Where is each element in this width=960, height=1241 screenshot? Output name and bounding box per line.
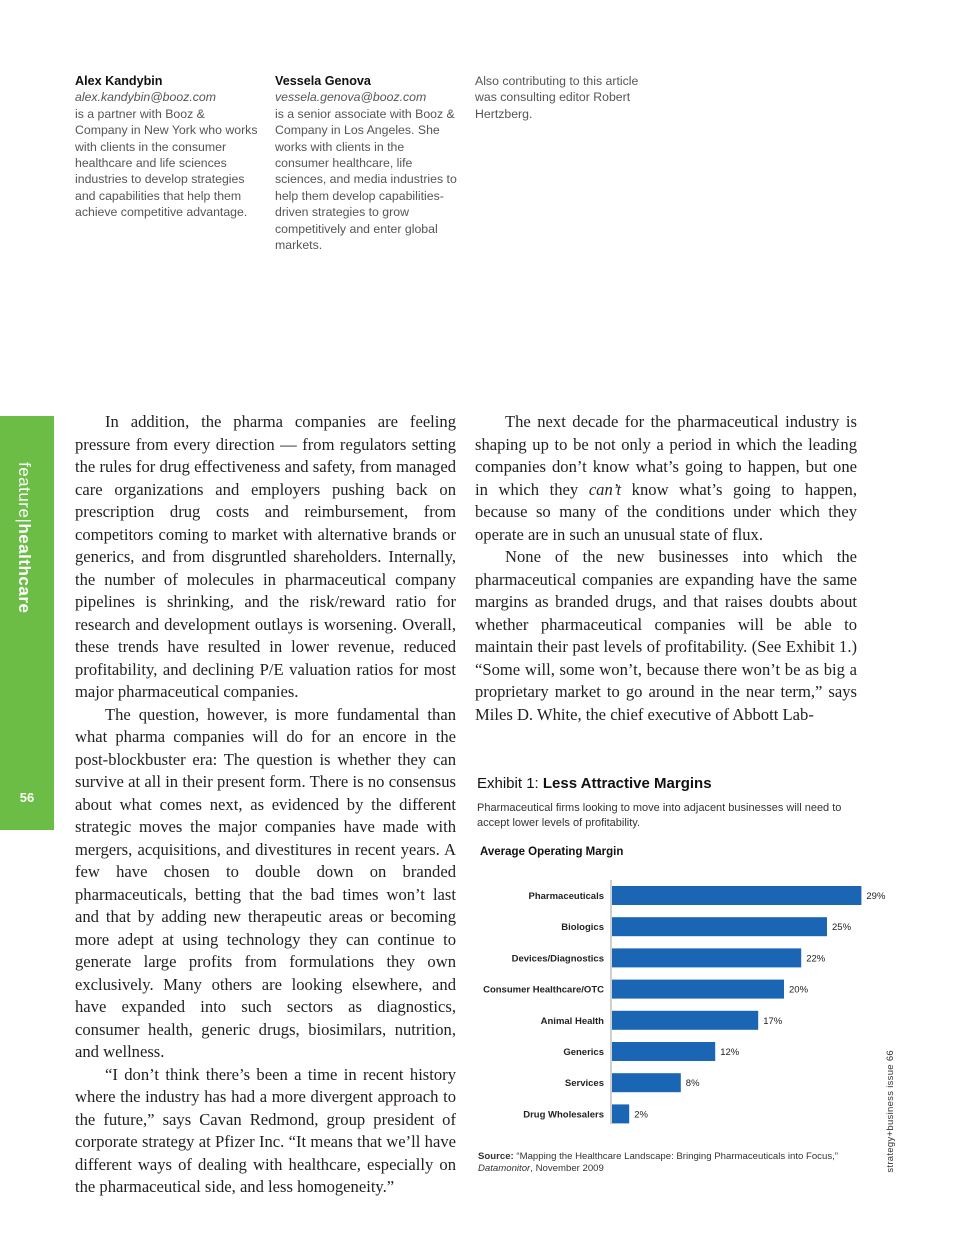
value-label: 2%: [634, 1109, 648, 1121]
value-label: 25%: [832, 922, 852, 934]
author-email[interactable]: alex.kandybin@booz.com: [75, 90, 216, 105]
value-label: 12%: [720, 1047, 740, 1058]
bar: [612, 886, 861, 905]
publication-footer: strategy+business issue 66: [885, 1050, 896, 1173]
author-email[interactable]: vessela.genova@booz.com: [275, 90, 427, 105]
exhibit-description: Pharmaceutical firms looking to move into adjacent businesses will need to accept lower levels of profitability.: [477, 802, 842, 829]
section-category: feature: [15, 462, 34, 519]
category-label: Consumer Healthcare/OTC: [483, 984, 604, 996]
operating-margin-bar-chart: [470, 878, 886, 1128]
exhibit-title: [477, 775, 712, 792]
bar: [612, 1042, 715, 1061]
paragraph-text: The next decade for the pharmaceutical industry is shaping up to be not only a period in which the leading companies don’t know what’s going to happen, but one in which they: [475, 412, 857, 499]
value-label: 22%: [806, 953, 826, 965]
author-name: Vessela Genova: [275, 74, 371, 88]
category-label: Biologics: [561, 922, 604, 934]
bar: [612, 948, 801, 967]
value-label: 20%: [789, 984, 809, 996]
category-label: Devices/Diagnostics: [511, 953, 604, 965]
section-divider: |: [15, 518, 34, 524]
page-number: 56: [19, 790, 35, 805]
source-label: Source:: [478, 1151, 514, 1162]
author-description: is a partner with Booz & Company in New York who works with clients in the consumer healthcare and life sciences industries to develop strategies and capabilities that help them achieve competitive advantage.: [75, 106, 258, 220]
category-label: Services: [564, 1078, 604, 1090]
bar: [612, 980, 784, 999]
source-date: , November 2009: [530, 1163, 604, 1174]
paragraph: None of the new businesses into which the pharmaceutical companies are expanding have the same margins as branded drugs, and that raises doubts about whether pharmaceutical companies will be able to maintain their past levels of profitability. (See Exhibit 1.) “Some will, some won’t, because there won’t be as big a proprietary market to go around in the near term,” says Miles D. White, the chief executive of Abbott Lab-: [475, 547, 857, 724]
author-bio-genova: [275, 73, 460, 253]
body-column-left: [75, 411, 456, 1199]
source-publication: Datamonitor: [478, 1163, 531, 1174]
category-label: Animal Health: [540, 1015, 604, 1027]
value-label: 29%: [866, 891, 886, 902]
exhibit-source: [478, 1151, 878, 1175]
contributor-note: [475, 73, 655, 122]
chart-title: Average Operating Margin: [480, 846, 624, 858]
author-name: Alex Kandybin: [75, 74, 163, 88]
section-label: [14, 462, 34, 613]
value-label: 17%: [763, 1015, 783, 1027]
value-label: 8%: [685, 1078, 700, 1090]
paragraph: [475, 411, 857, 546]
section-name: healthcare: [15, 523, 34, 614]
source-text: “Mapping the Healthcare Landscape: Bringing Pharmaceuticals into Focus,”: [516, 1151, 838, 1162]
category-label: Drug Wholesalers: [523, 1109, 604, 1121]
category-label: Generics: [563, 1047, 604, 1058]
author-bio-kandybin: [75, 73, 260, 221]
bar: [612, 1073, 681, 1092]
contributor-text: Also contributing to this article was consulting editor Robert Hertzberg.: [475, 74, 639, 121]
paragraph: The question, however, is more fundamental than what pharma companies will do for an encore in the post-blockbuster era: The question is whether they can survive at all in their present form. There is no consensus about what comes next, as evidenced by the different strategic moves the major companies have made with mergers, acquisitions, and divestitures in recent years. A few have chosen to double down on branded pharmaceuticals, betting that the bad times won’t last and that by adding new therapeutic areas or becoming more adept at using technology they can continue to generate large profits from formulations they own exclusively. Many others are looking elsewhere, and have expanded into such sectors as diagnostics, consumer health, generic drugs, biosimilars, nutrition, and wellness.: [75, 704, 456, 1061]
category-label: Pharmaceuticals: [528, 891, 604, 902]
paragraph: “I don’t think there’s been a time in recent history where the industry has had a more divergent approach to the future,” says Cavan Redmond, group president of corporate strategy at Pfizer Inc. “It means that we’ll have different ways of dealing with healthcare, especially on the pharmaceutical side, and less homogeneity.”: [75, 1064, 456, 1196]
exhibit-label: Exhibit 1:: [477, 775, 539, 792]
bar: [612, 1104, 629, 1123]
bar: [612, 917, 827, 936]
body-column-right: [475, 411, 857, 726]
exhibit-heading: Less Attractive Margins: [542, 775, 712, 792]
paragraph: In addition, the pharma companies are feeling pressure from every direction — from regulators setting the rules for drug effectiveness and safety, from managed care organizations and employers pushing back on prescription drug costs and reimbursement, from competitors coming to market with alternative brands or generics, and from disgruntled shareholders. Internally, the number of molecules in pharmaceutical company pipelines is shrinking, and the risk/reward ratio for research and development outlays is worsening. Overall, these trends have resulted in lower revenue, reduced profitability, and declining P/E valuation ratios for most major pharmaceutical companies.: [75, 412, 456, 701]
author-description: is a senior associate with Booz & Company in Los Angeles. She works with clients in the consumer healthcare, life sciences, and media industries to help them develop capabilities-driven strategies to grow competitively and enter global markets.: [275, 106, 457, 253]
emphasis-text: can’t: [588, 479, 622, 499]
paragraph-text: know what’s going to happen, because so many of the conditions under which they operate are in such an unusual state of flux.: [475, 479, 857, 544]
bar: [612, 1011, 758, 1030]
section-tab: [0, 416, 54, 830]
